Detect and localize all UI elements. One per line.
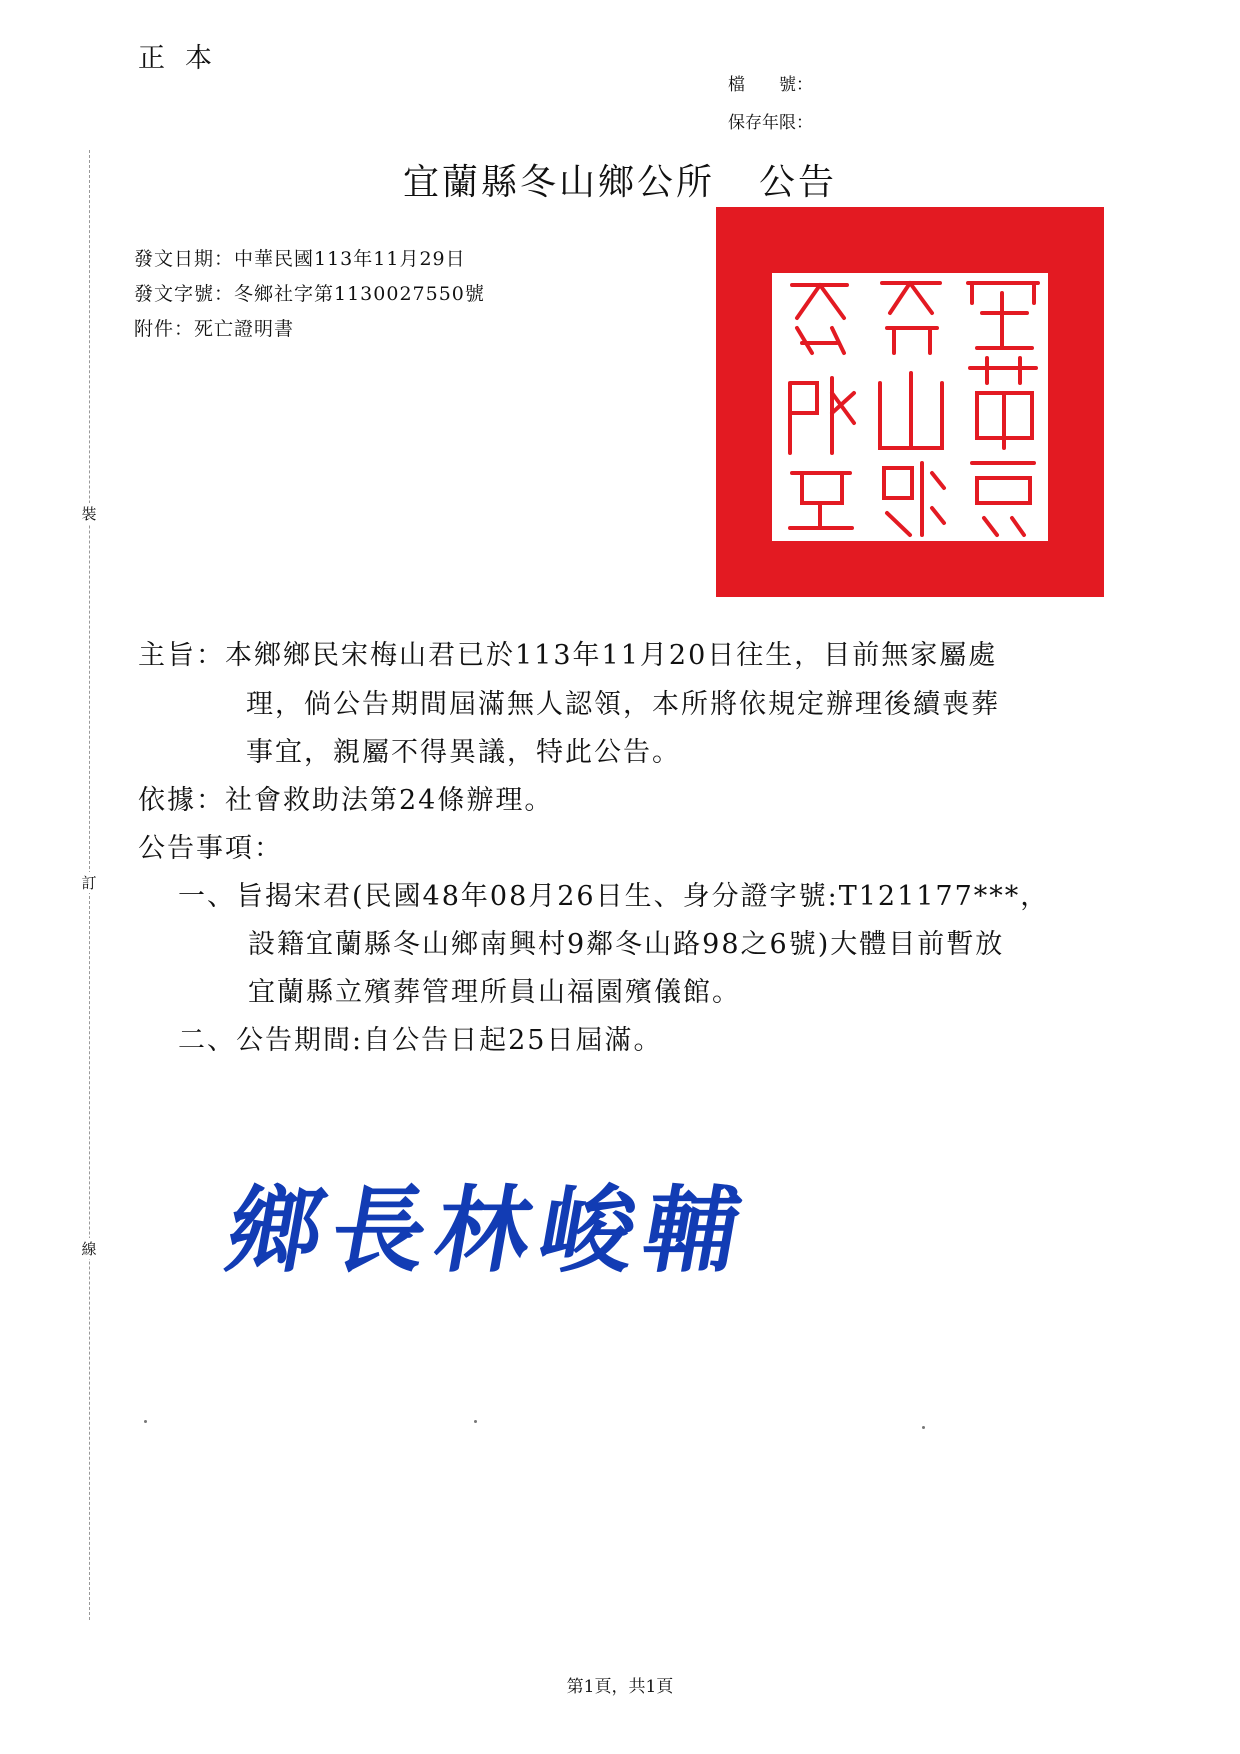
item-1-line-2: 設籍宜蘭縣冬山鄉南興村9鄰冬山路98之6號)大體目前暫放: [248, 929, 1005, 960]
file-number-label: 檔 號：: [728, 75, 813, 95]
page-footer: 第1頁，共1頁: [566, 1677, 674, 1697]
binding-mark-staple: 訂: [77, 872, 101, 893]
subject-line-3: 事宜，親屬不得異議，特此公告。: [246, 737, 681, 768]
subject-line-1: 主旨：本鄉鄉民宋梅山君已於113年11月20日往生，目前無家屬處: [138, 640, 998, 671]
binding-mark-line: 線: [77, 1238, 101, 1259]
item-2: 二、公告期間:自公告日起25日屆滿。: [178, 1025, 663, 1056]
retention-period-label: 保存年限：: [728, 113, 813, 133]
document-number: 發文字號：冬鄉社字第1130027550號: [134, 283, 485, 305]
attachment: 附件：死亡證明書: [134, 318, 295, 340]
title-doc-type: 公告: [759, 162, 838, 203]
copy-mark: 正本: [138, 43, 232, 74]
item-1-line-3: 宜蘭縣立殯葬管理所員山福園殯儀館。: [248, 977, 741, 1008]
official-seal: [716, 207, 1104, 597]
title-organization: 宜蘭縣冬山鄉公所: [402, 162, 715, 203]
issue-date: 發文日期：中華民國113年11月29日: [134, 248, 466, 270]
scan-speck: [144, 1420, 147, 1423]
mayor-signature: 鄉長林峻輔: [218, 1177, 759, 1286]
document-title: [0, 154, 1240, 205]
scan-speck: [474, 1420, 477, 1423]
binding-mark-bind: 裝: [77, 503, 101, 524]
seal-script-glyphs: [772, 273, 1048, 541]
subject-line-2: 理，倘公告期間屆滿無人認領，本所將依規定辦理後續喪葬: [246, 689, 1000, 720]
scan-speck: [922, 1426, 925, 1429]
basis: 依據：社會救助法第24條辦理。: [138, 785, 554, 816]
items-heading: 公告事項：: [138, 833, 283, 864]
item-1-line-1: 一、旨揭宋君(民國48年08月26日生、身分證字號:T121177***，: [178, 881, 1050, 912]
